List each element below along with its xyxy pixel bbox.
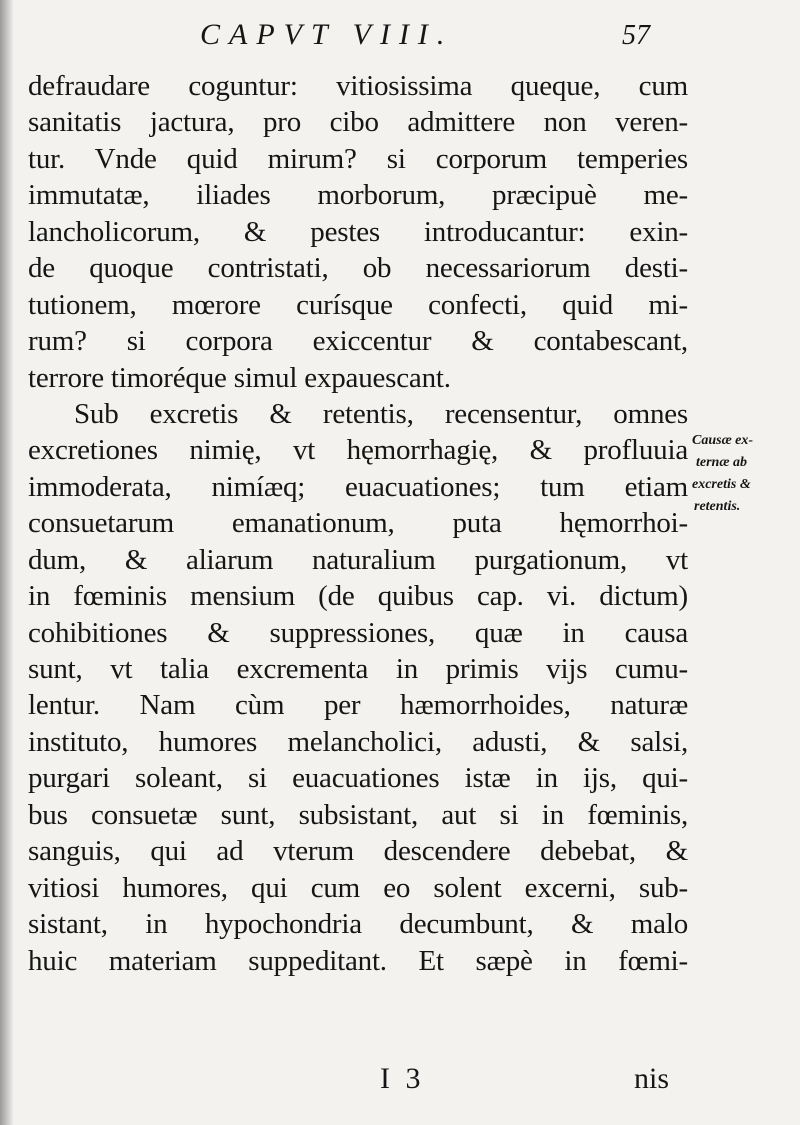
marginal-note [692, 430, 796, 518]
marginal-note-line: excretis & [692, 477, 751, 492]
text-line: sunt, vt talia excrementa in primis vijs cumu- [28, 653, 688, 685]
text-line: purgari soleant, si euacuationes istæ in ijs, qui- [28, 762, 688, 795]
text-line: sanguis, qui ad vterum descendere debebat, & [28, 835, 688, 868]
marginal-note-line: Causæ ex- [692, 433, 754, 448]
text-line: dum, & aliarum naturalium purgationum, vt [28, 543, 688, 576]
text-line: tutionem, mœrore curísque confecti, quid mi- [28, 288, 688, 321]
marginal-note-line: retentis. [694, 499, 741, 514]
text-line: tur. Vnde quid mirum? si corporum temperies [28, 142, 688, 175]
text-line: terrore timoréque simul expauescant. [28, 361, 451, 394]
page-number: 57 [622, 20, 650, 51]
signature-mark: I 3 [380, 1062, 425, 1095]
text-line: vitiosi humores, qui cum eo solent excerni, sub- [28, 871, 688, 904]
catchword: nis [634, 1062, 670, 1095]
text-line: cohibitiones & suppressiones, quæ in causa [28, 616, 688, 649]
text-line: sistant, in hypochondria decumbunt, & malo [28, 908, 688, 941]
text-line: rum? si corpora exiccentur & contabescant, [28, 325, 688, 358]
text-line: lancholicorum, & pestes introducantur: exin- [28, 215, 688, 248]
text-line: huic materiam suppeditant. Et sæpè in fœmi- [28, 944, 688, 977]
text-line: instituto, humores melancholici, adusti, & salsi, [28, 725, 688, 758]
text-line: sanitatis jactura, pro cibo admittere non veren- [28, 106, 688, 139]
marginal-note-line: ternæ ab [696, 455, 747, 470]
text-line: lentur. Nam cùm per hæmorrhoides, naturæ [28, 689, 688, 722]
text-line: immoderata, nimíæq; euacuationes; tum etiam [28, 470, 688, 503]
text-line: immutatæ, iliades morborum, præcipuè me- [28, 179, 688, 212]
text-line: de quoque contristati, ob necessariorum desti- [28, 252, 688, 285]
text-line: defraudare coguntur: vitiosissima queque, cum [28, 70, 688, 102]
text-line: consuetarum emanationum, puta hęmorrhoi- [28, 507, 688, 540]
text-line: in fœminis mensium (de quibus cap. vi. dictum) [28, 580, 688, 613]
text-line: excretiones nimię, vt hęmorrhagię, & profluuia [28, 434, 688, 467]
text-line: bus consuetæ sunt, subsistant, aut si in fœminis, [28, 798, 688, 831]
running-head: CAPVT VIII. [200, 18, 454, 51]
body-text [28, 68, 688, 979]
paragraph-start-line: Sub excretis & retentis, recensentur, omnes [74, 397, 688, 430]
